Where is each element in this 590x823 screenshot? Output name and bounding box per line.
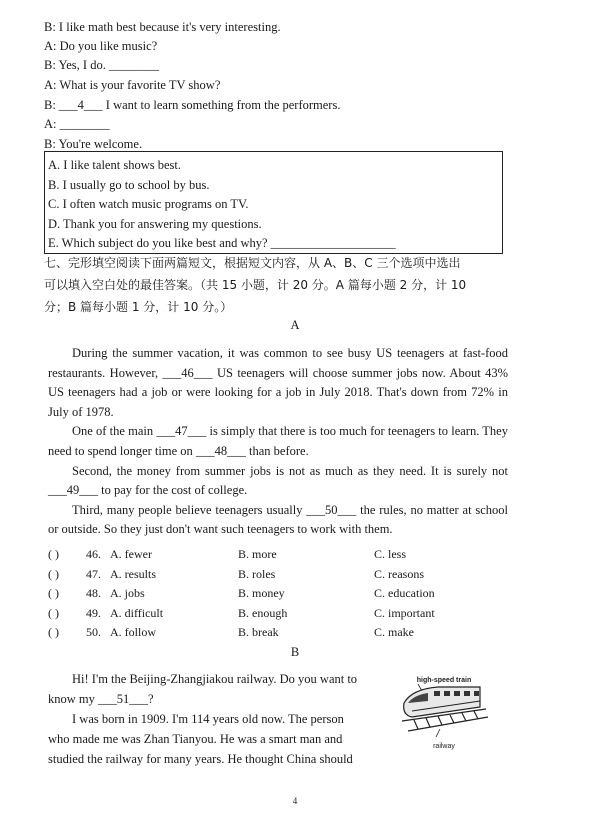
passage-b-line-2: know my ___51___? [48, 692, 154, 706]
choice-c: C. education [374, 586, 435, 600]
passage-b-line-3: I was born in 1909. I'm 114 years old now. The person [72, 712, 344, 726]
choice-b: B. money [238, 586, 285, 600]
dialogue-line-4: A: What is your favorite TV show? [44, 78, 221, 92]
passage-b-line-5: studied the railway for many years. He thought China should [48, 752, 353, 766]
passage-b-heading: B [290, 645, 300, 659]
train-illustration [398, 673, 490, 755]
dialogue-line-7: B: You're welcome. [44, 137, 143, 151]
question-number: 50. [86, 625, 101, 639]
answer-bracket[interactable]: ( ) [48, 586, 59, 600]
choice-b: B. roles [238, 567, 276, 581]
section-title-line-1: 七、完形填空阅读下面两篇短文，根据短文内容，从 A、B、C 三个选项中选出 [44, 256, 461, 270]
option-b: B. I usually go to school by bus. [48, 178, 210, 192]
answer-bracket[interactable]: ( ) [48, 625, 59, 639]
passage-a-paragraph-2: One of the main ___47___ is simply that there is too much for teenagers to learn. They need to spend longer time on ___48___ than before. [48, 424, 508, 458]
section-title-line-3: 分；B 篇每小题 1 分，计 10 分。） [44, 300, 233, 314]
question-number: 49. [86, 606, 101, 620]
question-number: 47. [86, 567, 101, 581]
dialogue-line-2: A: Do you like music? [44, 39, 158, 53]
answer-bracket[interactable]: ( ) [48, 547, 59, 561]
option-e: E. Which subject do you like best and why? ____________________ [48, 236, 396, 250]
choice-a: A. results [110, 567, 156, 581]
option-c: C. I often watch music programs on TV. [48, 197, 249, 211]
choice-a: A. follow [110, 625, 156, 639]
choice-c: C. make [374, 625, 414, 639]
passage-a-paragraph-4: Third, many people believe teenagers usually ___50___ the rules, no matter at school or outside. So they just don't want such teenagers to work with them. [48, 502, 508, 537]
choice-b: B. enough [238, 606, 288, 620]
train-label: high-speed train [416, 677, 472, 684]
answer-bracket[interactable]: ( ) [48, 606, 59, 620]
passage-a-paragraph-3: Second, the money from summer jobs is not as much as they need. It is surely not ___49___ to pay for the cost of college. [48, 463, 508, 498]
choice-c: C. important [374, 606, 435, 620]
option-d: D. Thank you for answering my questions. [48, 217, 262, 231]
choice-b: B. more [238, 547, 277, 561]
high-speed-train-icon [398, 673, 490, 755]
passage-a [48, 344, 508, 540]
passage-a-heading: A [290, 318, 300, 332]
choice-a: A. fewer [110, 547, 152, 561]
question-number: 48. [86, 586, 101, 600]
choice-c: C. reasons [374, 567, 424, 581]
railway-label: railway [433, 743, 455, 750]
choice-a: A. jobs [110, 586, 145, 600]
passage-b-line-4: who made me was Zhan Tianyou. He was a smart man and [48, 732, 343, 746]
answer-bracket[interactable]: ( ) [48, 567, 59, 581]
option-a: A. I like talent shows best. [48, 158, 181, 172]
dialogue-line-6: A: ________ [44, 117, 110, 131]
choice-b: B. break [238, 625, 279, 639]
question-number: 46. [86, 547, 101, 561]
choice-a: A. difficult [110, 606, 164, 620]
passage-a-paragraph-1: During the summer vacation, it was common to see busy US teenagers at fast-food restaurants. However, ___46___ US teenagers will choose summer jobs now. About 43% US teenagers had a job or were looking for a job in July 2018. That's down from 72% in July of 1978. [48, 346, 508, 419]
dialogue-line-1: B: I like math best because it's very interesting. [44, 20, 281, 34]
passage-b-line-1: Hi! I'm the Beijing-Zhangjiakou railway. Do you want to [72, 672, 358, 686]
page-number: 4 [292, 796, 298, 806]
choice-c: C. less [374, 547, 407, 561]
section-title-line-2: 可以填入空白处的最佳答案。（共 15 小题，计 20 分。A 篇每小题 2 分，计 10 [44, 278, 467, 292]
dialogue-line-3: B: Yes, I do. ________ [44, 58, 159, 72]
dialogue-line-5: B: ___4___ I want to learn something from the performers. [44, 98, 341, 112]
